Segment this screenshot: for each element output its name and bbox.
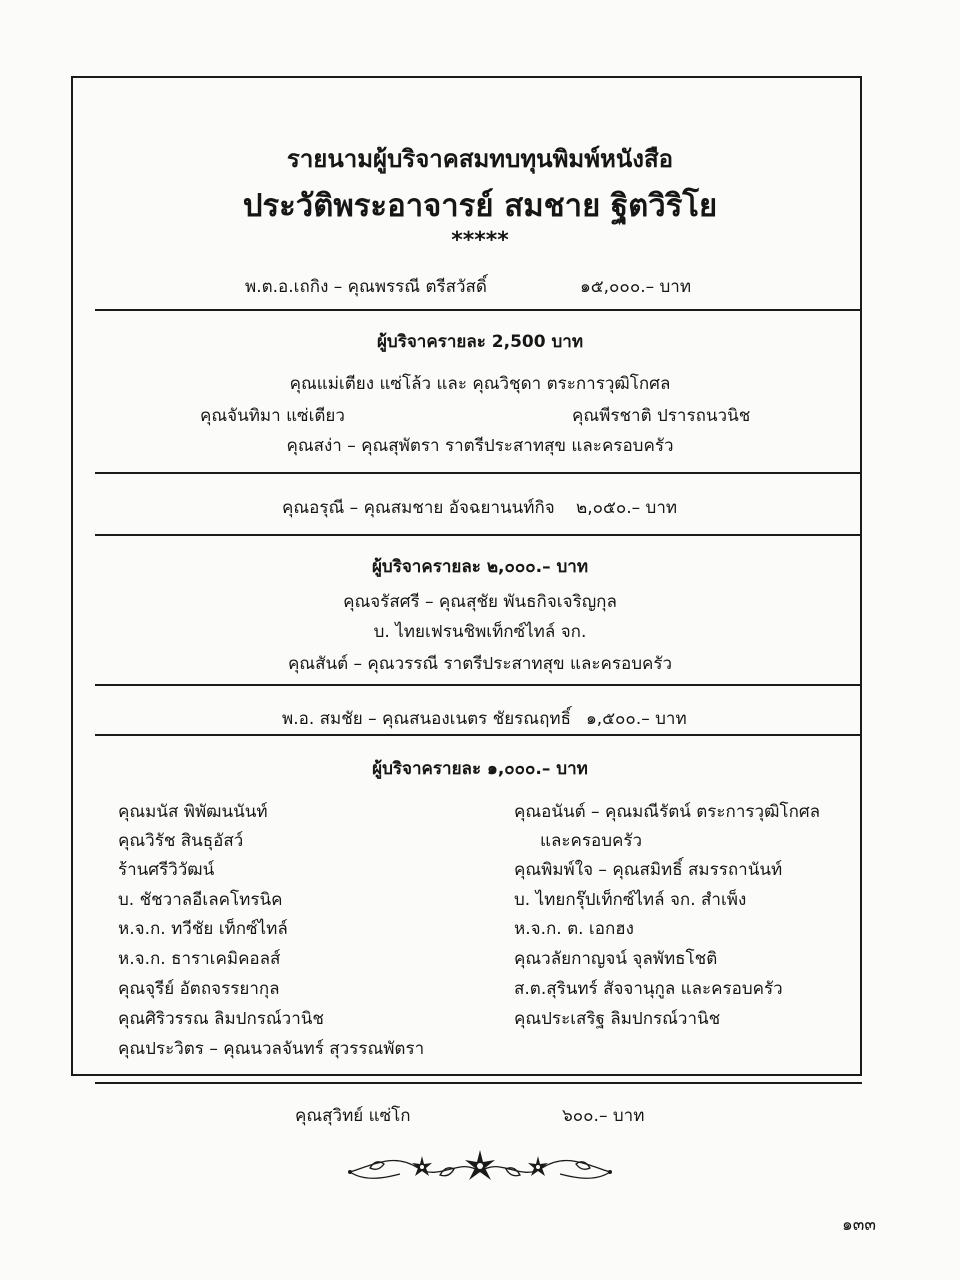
donor-2050-amount: ๒,๐๕๐.– บาท xyxy=(576,498,678,518)
divider-rule xyxy=(95,309,862,311)
section-2500-right: คุณพีรชาติ ปรารถนวนิช xyxy=(572,406,751,426)
section-1000-right-item: ห.จ.ก. ต. เอกฮง xyxy=(514,919,634,939)
section-1000-left-item: ห.จ.ก. ทวีชัย เท็กซ์ไทล์ xyxy=(118,919,288,939)
section-1000-left-item: คุณจุรีย์ อัตถจรรยากุล xyxy=(118,979,280,999)
section-1000-right-item: คุณวลัยกาญจน์ จุลพัทธโชติ xyxy=(514,949,718,969)
section-1000-right-item: คุณพิมพ์ใจ – คุณสมิทธิ์ สมรรถานันท์ xyxy=(514,860,783,880)
page-number: ๑๓๓ xyxy=(842,1215,877,1235)
section-1000-left-item: คุณวิรัช สินธุอัสว์ xyxy=(118,831,244,851)
donor-600-amount: ๖๐๐.– บาท xyxy=(562,1106,645,1126)
section-1000-left-item: คุณมนัส พิพัฒนนันท์ xyxy=(118,802,268,822)
section-2000-item: คุณสันต์ – คุณวรรณี ราตรีประสาทสุข และครอบครัว xyxy=(287,654,673,674)
section-1000-left-item: คุณประวิตร – คุณนวลจันทร์ สุวรรณพัตรา xyxy=(118,1039,425,1059)
top-donor-name: พ.ต.อ.เถกิง – คุณพรรณี ตรีสวัสดิ์ xyxy=(245,277,487,297)
section-1000-header: ผู้บริจาครายละ ๑,๐๐๐.– บาท xyxy=(372,759,588,779)
section-2500-line-1: คุณแม่เตียง แซ่โล้ว และ คุณวิชุดา ตระการวุฒิโกศล xyxy=(289,374,671,394)
divider-rule xyxy=(95,734,862,736)
section-1000-right-item: บ. ไทยกรุ๊ปเท็กซ์ไทล์ จก. สำเพ็ง xyxy=(514,890,747,910)
floral-ornament-icon xyxy=(330,1142,630,1188)
section-2000-item: คุณจรัสศรี – คุณสุชัย พันธกิจเจริญกุล xyxy=(343,592,617,612)
section-2000-header: ผู้บริจาครายละ ๒,๐๐๐.– บาท xyxy=(371,557,589,577)
section-1000-left-item: ร้านศรีวิวัฒน์ xyxy=(118,860,215,880)
section-1000-left-item: ห.จ.ก. ธาราเคมิคอลส์ xyxy=(118,949,281,969)
section-1000-left-item: คุณศิริวรรณ ลิมปกรณ์วานิช xyxy=(118,1009,324,1029)
section-1000-right-item: คุณอนันต์ – คุณมณีรัตน์ ตระการวุฒิโกศล xyxy=(514,802,821,822)
title-line-1: รายนามผู้บริจาคสมทบทุนพิมพ์หนังสือ xyxy=(286,145,674,173)
top-donor-amount: ๑๕,๐๐๐.– บาท xyxy=(580,277,692,297)
section-1000-left-item: บ. ชัชวาลอีเลคโทรนิค xyxy=(118,890,283,910)
divider-rule xyxy=(95,684,862,686)
section-1000-right-item: และครอบครัว xyxy=(540,831,643,851)
stars-divider: ***** xyxy=(451,228,509,253)
divider-rule xyxy=(95,472,862,474)
section-2500-line-3: คุณสง่า – คุณสุพัตรา ราตรีประสาทสุข และครอบครัว xyxy=(286,436,674,456)
section-2000-item: บ. ไทยเฟรนชิพเท็กซ์ไทล์ จก. xyxy=(373,622,587,642)
donor-2050-name: คุณอรุณี – คุณสมชาย อัจฉยานนท์กิจ xyxy=(282,498,555,518)
donor-600-name: คุณสุวิทย์ แซ่โก xyxy=(295,1106,411,1126)
donor-1500-amount: ๑,๕๐๐.– บาท xyxy=(586,709,687,729)
divider-rule xyxy=(95,1082,862,1084)
section-1000-right-item: คุณประเสริฐ ลิมปกรณ์วานิช xyxy=(514,1009,721,1029)
divider-rule xyxy=(95,534,862,536)
donor-1500-name: พ.อ. สมชัย – คุณสนองเนตร ชัยรณฤทธิ์ xyxy=(282,709,571,729)
title-line-2: ประวัติพระอาจารย์ สมชาย ฐิตวิริโย xyxy=(242,188,718,224)
section-1000-right-item: ส.ต.สุรินทร์ สัจจานุกูล และครอบครัว xyxy=(514,979,783,999)
section-2500-left: คุณจันทิมา แซ่เตียว xyxy=(200,406,345,426)
section-2500-header: ผู้บริจาครายละ 2,500 บาท xyxy=(376,332,584,352)
